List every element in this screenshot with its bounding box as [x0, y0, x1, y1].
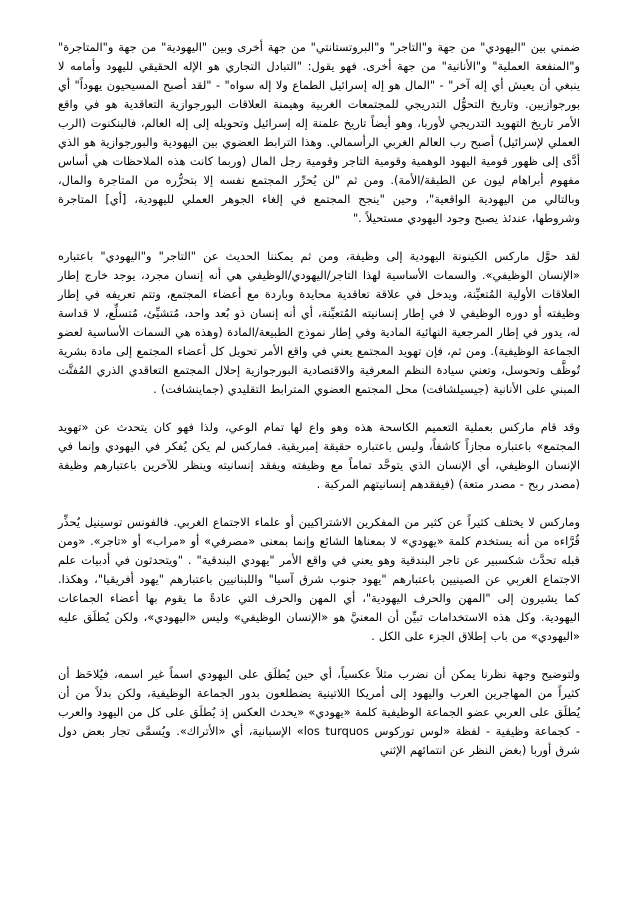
paragraph-4: وماركس لا يختلف كثيراً عن كثير من المفكرين الاشتراكيين أو علماء الاجتماع الغربي. فالفونس توسينيل يُحذِّر قُرَّاءه من أنه يستخدم كلمة «يهودي» لا بمعناها الشائع وإنما بمعنى «مصرفي» أو «مراب» أو «تاجر». «ومن قبله تحدَّث شكسبير عن تاجر البندقية وهو يعني في واقع الأمر "يهودي البندقية" . "ويتحدثون في أدبيات علم الاجتماع الغربي عن الصينيين باعتبارهم "يهود جنوب شرق آسيا" واللبنانيين باعتبارهم "يهود أفريقيا"، وهكذا. كما يشيرون إلى "المهن والحرف اليهودية"، أي المهن والحرف التي عادةً ما يقوم بها أعضاء الجماعات اليهودية. وكل هذه الاستخدامات تبيِّن أن المعنيَّ هو «الإنسان الوظيفي» وليس «اليهودي»، ولكن يُطلَق عليه «اليهودي» من باب إطلاق الجزء على الكل .	[58, 515, 580, 643]
paragraph-5: ولتوضيح وجهة نظرنا يمكن أن نضرب مثلاً عكسياً، أي حين يُطلَق على اليهودي اسماً غير اسمه، فيُلاحَظ أن كثيراً من المهاجرين العرب واليهود إلى أمريكا اللاتينية يضطلعون بدور الجماعة الوظيفية، ولكن بدلاً من أن يُطلَق على العربي عضو الجماعة الوظيفية كلمة «يهودي» «يحدث العكس إذ يُطلَق على كل من اليهود والعرب - كجماعة وظيفية - لفظة «لوس توركوس los turquos» الإسبانية، أي «الأتراك». ويُسمَّى تجار بعض دول شرق أوربا (بغض النظر عن انتمائهم الإثني	[58, 667, 580, 757]
paragraph-3: وقد قام ماركس بعملية التعميم الكاسحة هذه وهو واع لها تمام الوعي، ولذا فهو كان يتحدث عن «تهويد المجتمع» باعتباره مجازاً كاشفاً، وليس باعتباره حقيقة إمبريقية. فماركس لم يكن يُفكر في اليهودي وإنما في الإنسان الوظيفي، أي الإنسان الذي يتوحَّد تماماً مع وظيفته ويفقد إنسانيته وينظر للآخرين باعتبارهم وظيفة (مصدر ربح - مصدر متعة) (فيفقدهم إنسانيتهم المركبة .	[58, 420, 580, 491]
paragraph-1: ضمني بين "اليهودي" من جهة و"التاجر" و"البروتستانتي" من جهة أخرى وبين "اليهودية" من جهة و"المتاجرة" و"المنفعة العملية" و"الأنانية" من جهة أخرى. فهو يقول: "التبادل التجاري هو الإله الحقيقي لليهود وأمامه لا ينبغي أن يعيش أي إله آخر" - "المال هو إله إسرائيل الطماع ولا إله سواه" - "لقد أصبح المسيحيون يهوداً" أي بورجوازيين. وتاريخ التحوُّل التدريجي للمجتمعات الغربية وهيمنة العلاقات البورجوازية التعاقدية هو في واقع الأمر تاريخ التهويد التدريجي لأوربا، وهو أيضاً تاريخ علمنة إله إسرائيل وتحويله إلى إله العالم، فالبنكنوت (الرب العملي لإسرائيل) أصبح رب العالم الغربي الرأسمالي. وهذا الترابط العضوي بين اليهودية والبورجوازية هو الذي أدَّى إلى ظهور قومية اليهود الوهمية وقومية التاجر وقومية رجل المال (وربما كانت هذه الملاحظات هي أساس مفهوم أبراهام ليون عن الطبقة/الأمة). ومن ثم "لن يُحرِّر المجتمع نفسه إلا بتحرُّره من المتاجرة والمال، وبالتالي من اليهودية الواقعية"، وحين "ينجح المجتمع في إلغاء الجوهر العملي لليهودية، [أي] المتاجرة وشروطها، عندئذ يصبح وجود اليهودي مستحيلاً ."	[58, 40, 580, 225]
document-page	[58, 38, 580, 893]
paragraph-2: لقد حوَّل ماركس الكينونة اليهودية إلى وظيفة، ومن ثم يمكننا الحديث عن "التاجر" و"اليهودي" باعتباره «الإنسان الوظيفي». والسمات الأساسية لهذا التاجر/اليهودي/الوظيفي هي أنه إنسان مجرد، يوجد خارج إطار العلاقات الأولية المُتعيِّنة، ويدخل في علاقة تعاقدية محايدة وباردة مع أعضاء المجتمع، وتتم تعريفه في إطار وظيفته أو دوره الوظيفي لا في إطار إنسانيته المُتعيِّنة، أي أنه إنسان ذو بُعد واحد، مُتشيِّئ، مُتسلِّع، لا قداسة له، يدور في إطار المرجعية النهائية المادية وفي إطار نموذج الطبيعة/المادة (وهذه هي السمات الأساسية لعضو الجماعة الوظيفية). ومن ثم، فإن تهويد المجتمع يعني في واقع الأمر تحويل كل أعضاء المجتمع إلى مادة بشرية تُوظَّف وتحوسل، وتعني سيادة النظم المعرفية والاقتصادية البورجوازية إحلال المجتمع التعاقدي الذري المُفتَّت المبني على الأنانية (جيسيلشافت) محل المجتمع العضوي المترابط التقليدي (جماينشافت) .	[58, 249, 580, 396]
